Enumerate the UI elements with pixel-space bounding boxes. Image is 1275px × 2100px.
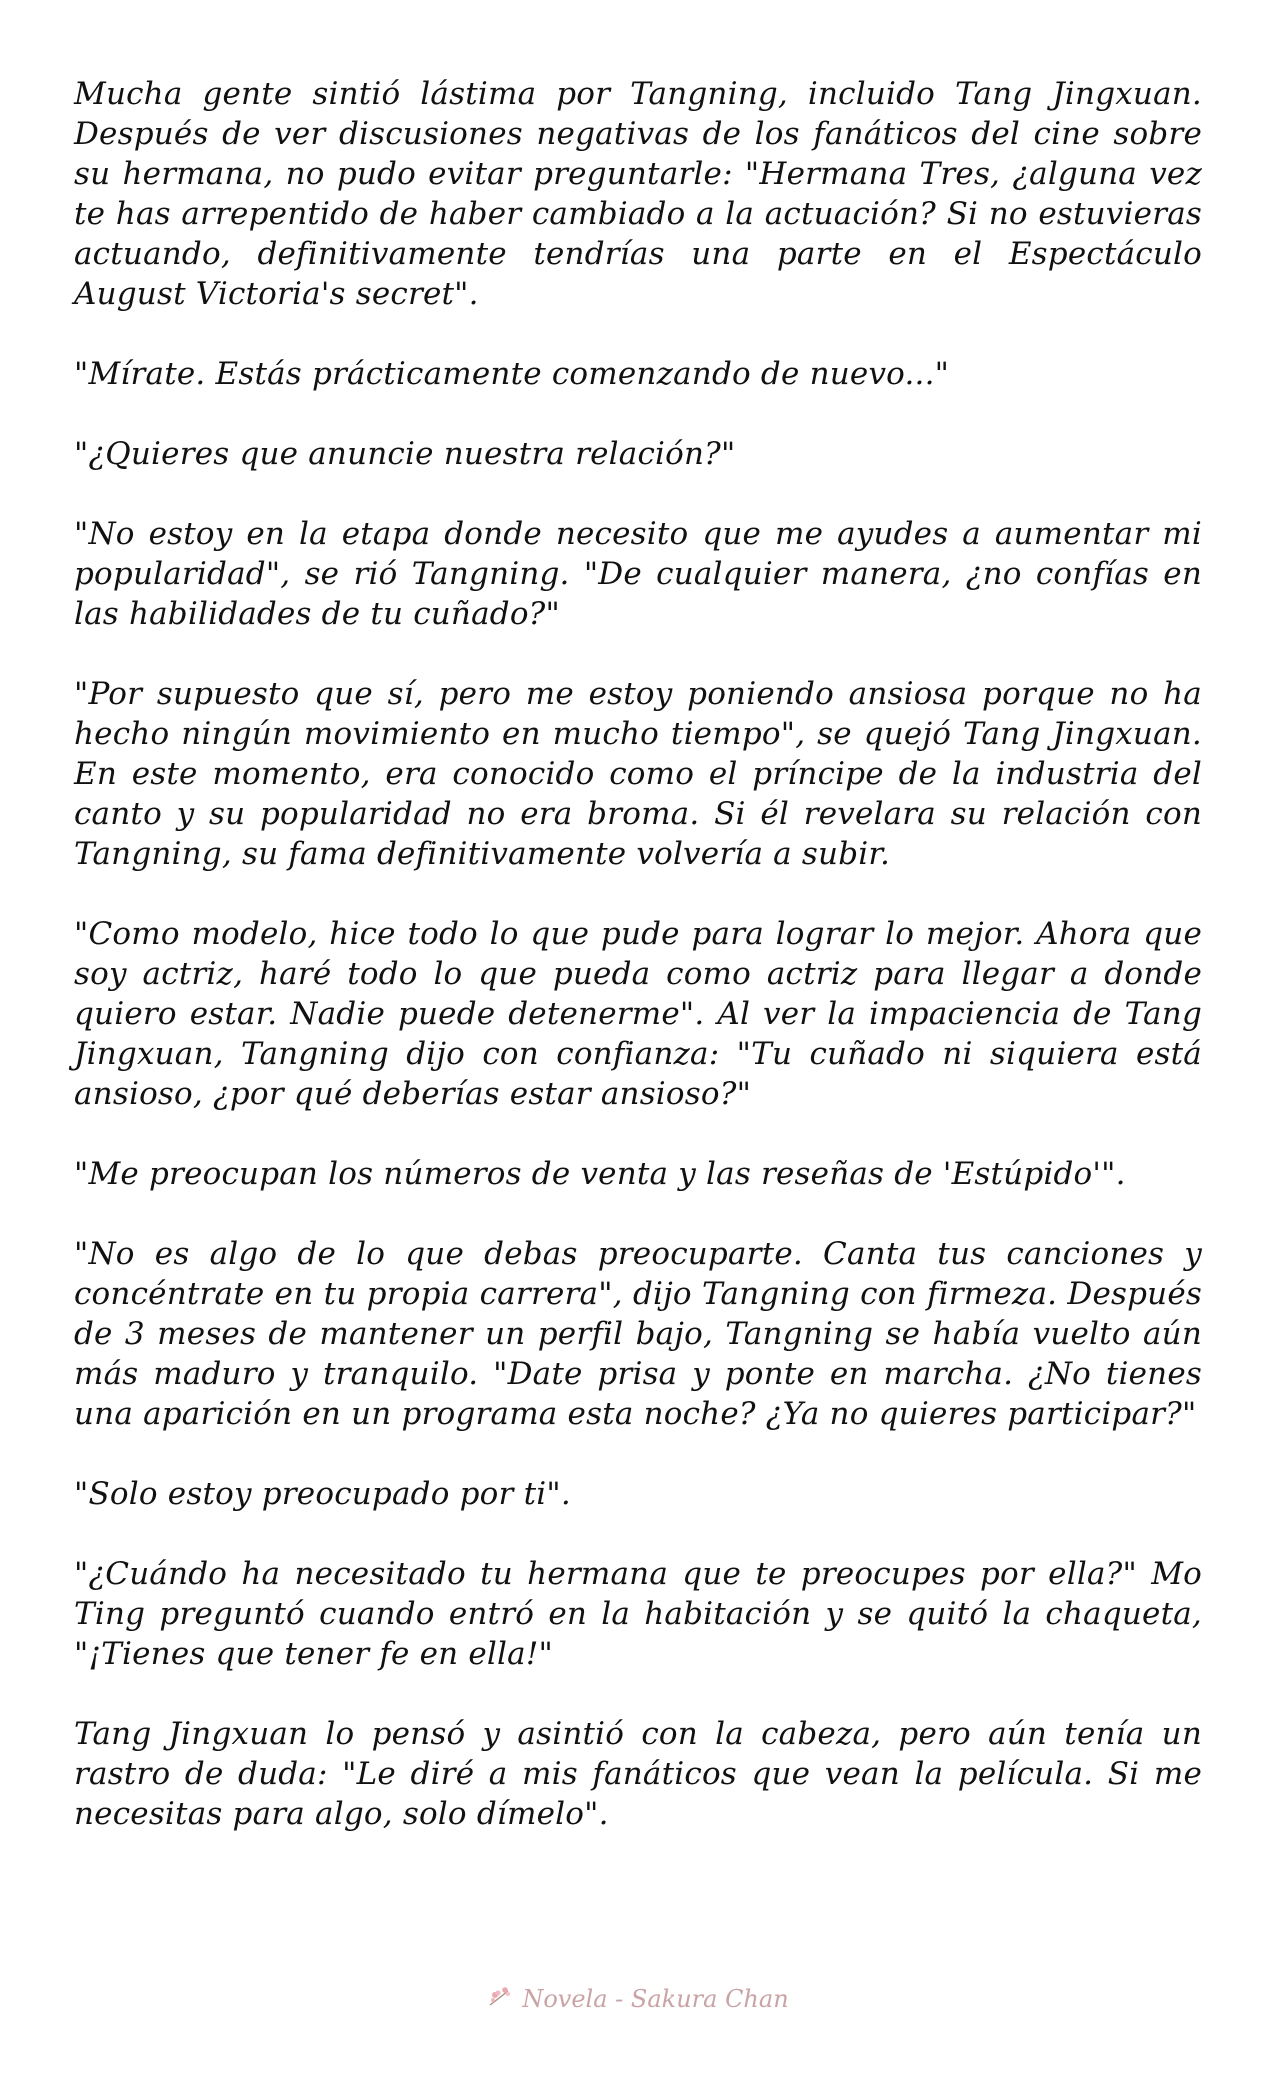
paragraph-10: "¿Cuándo ha necesitado tu hermana que te preocupes por ella?" Mo Ting preguntó cuando entró en la habitación y se quitó la chaqueta, "¡Tienes que tener fe en ella!" — [74, 1556, 1202, 1672]
paragraph-3: "¿Quieres que anuncie nuestra relación?" — [74, 436, 736, 472]
paragraph-7: "Me preocupan los números de venta y las reseñas de 'Estúpido'". — [74, 1156, 1126, 1192]
paragraph-11: Tang Jingxuan lo pensó y asintió con la cabeza, pero aún tenía un rastro de duda: "Le diré a mis fanáticos que vean la película. Si me necesitas para algo, solo dímelo". — [74, 1716, 1202, 1832]
paragraph-2: "Mírate. Estás prácticamente comenzando de nuevo..." — [74, 356, 950, 392]
document-body — [74, 74, 1202, 1874]
paragraph-8: "No es algo de lo que debas preocuparte. Canta tus canciones y concéntrate en tu propia carrera", dijo Tangning con firmeza. Después de 3 meses de mantener un perfil bajo, Tangning se había vuelto aún más maduro y tranquilo. "Date prisa y ponte en marcha. ¿No tienes una aparición en un programa esta noche? ¿Ya no quieres participar?" — [74, 1236, 1202, 1432]
paragraph-5: "Por supuesto que sí, pero me estoy poniendo ansiosa porque no ha hecho ningún movimiento en mucho tiempo", se quejó Tang Jingxuan. En este momento, era conocido como el príncipe de la industria del canto y su popularidad no era broma. Si él revelara su relación con Tangning, su fama definitivamente volvería a subir. — [74, 676, 1202, 872]
watermark — [0, 1985, 1275, 2013]
sakura-blossom-icon — [486, 1985, 516, 2009]
paragraph-1: Mucha gente sintió lástima por Tangning, incluido Tang Jingxuan. Después de ver discusiones negativas de los fanáticos del cine sobre su hermana, no pudo evitar preguntarle: "Hermana Tres, ¿alguna vez te has arrepentido de haber cambiado a la actuación? Si no estuvieras actuando, definitivamente tendrías una parte en el Espectáculo August Victoria's secret". — [74, 76, 1202, 312]
paragraph-6: "Como modelo, hice todo lo que pude para lograr lo mejor. Ahora que soy actriz, haré todo lo que pueda como actriz para llegar a donde quiero estar. Nadie puede detenerme". Al ver la impaciencia de Tang Jingxuan, Tangning dijo con confianza: "Tu cuñado ni siquiera está ansioso, ¿por qué deberías estar ansioso?" — [74, 916, 1202, 1112]
paragraph-9: "Solo estoy preocupado por ti". — [74, 1476, 571, 1512]
watermark-text: Novela - Sakura Chan — [522, 1985, 789, 2013]
paragraph-4: "No estoy en la etapa donde necesito que me ayudes a aumentar mi popularidad", se rió Tangning. "De cualquier manera, ¿no confías en las habilidades de tu cuñado?" — [74, 516, 1202, 632]
